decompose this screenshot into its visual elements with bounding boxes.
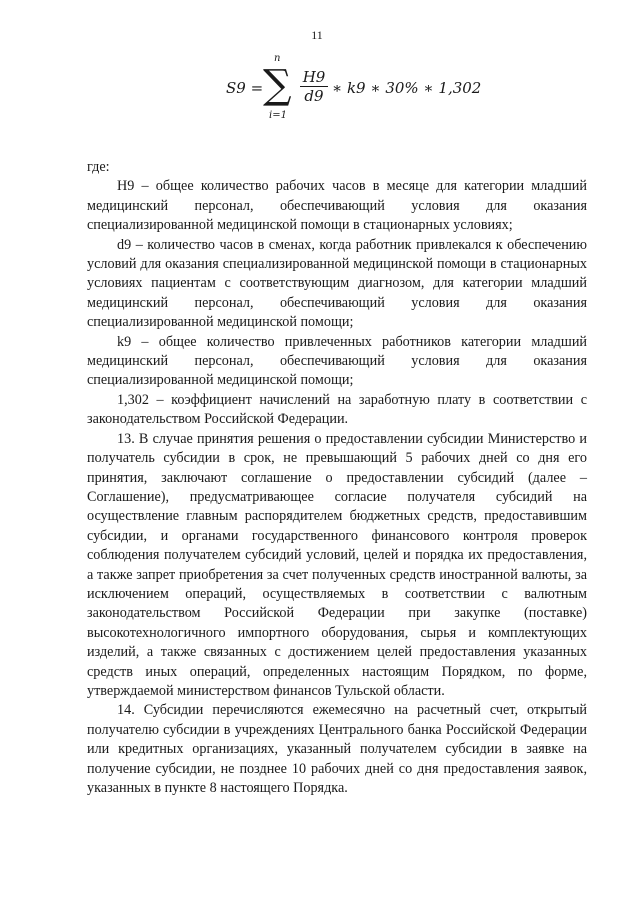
formula-tail: ∗ k9 ∗ 30% ∗ 1,302 (332, 79, 482, 97)
formula-upper-limit: n (274, 53, 281, 64)
definition-h9: Н9 – общее количество рабочих часов в месяце для категории младший медицинский персонал, обеспечивающий условия для оказания специализированной медицинской помощи в стационарных условиях; (87, 178, 587, 234)
definition-d9: d9 – количество часов в сменах, когда работник привлекался к обеспечению условий для оказания специализированной медицинской помощи в стационарных условиях пациентам с соответствующим диагнозом, для категории младший медицинский персонал, обеспечивающий условия для оказания специализированной медицинской помощи; (87, 236, 587, 331)
document-body (87, 158, 587, 798)
page-number: 11 (311, 28, 323, 42)
sum-sign: ∑ (263, 62, 292, 108)
paragraph-14: 14. Субсидии перечисляются ежемесячно на расчетный счет, открытый получателю субсидии в учреждениях Центрального банка Российской Федерации или кредитных организациях, указанный получателем субсидии в заявке на получение субсидии, не позднее 10 рабочих дней со дня предоставления заявок, указанных в пункте 8 настоящего Порядка. (87, 702, 587, 796)
formula-numerator: H9 (300, 68, 328, 87)
formula-lhs: S9 = (226, 79, 264, 97)
where-label: где: (87, 159, 110, 175)
formula-lower-limit: i=1 (269, 110, 287, 121)
definition-k9: k9 – общее количество привлеченных работников категории младший медицинский персонал, обеспечивающий условия для оказания специализированной медицинской помощи; (87, 333, 587, 389)
paragraph-13: 13. В случае принятия решения о предоставлении субсидии Министерство и получатель субсидии в срок, не превышающий 5 рабочих дней со дня его принятия, заключают соглашение о предоставлении субсидий (далее – Соглашение), предусматривающее согласие получателя субсидий на осуществление главным распорядителем бюджетных средств, предоставившим субсидии, и органами государственного финансового контроля проверок соблюдения получателем субсидий условий, целей и порядка их предоставления, а также запрет приобретения за счет полученных средств иностранной валюты, за исключением операций, осуществляемых в соответствии с валютным законодательством Российской Федерации при закупке (поставке) высокотехнологичного импортного оборудования, сырья и комплектующих изделий, а также связанных с достижением целей предоставления указанных средств иных операций, определенных настоящим Порядком, по форме, утверждаемой министерством финансов Тульской области. (87, 430, 587, 699)
definition-coefficient: 1,302 – коэффициент начислений на заработную плату в соответствии с законодательством Российской Федерации. (87, 391, 587, 428)
formula-denominator: d9 (304, 87, 324, 105)
formula-fraction (300, 68, 328, 105)
